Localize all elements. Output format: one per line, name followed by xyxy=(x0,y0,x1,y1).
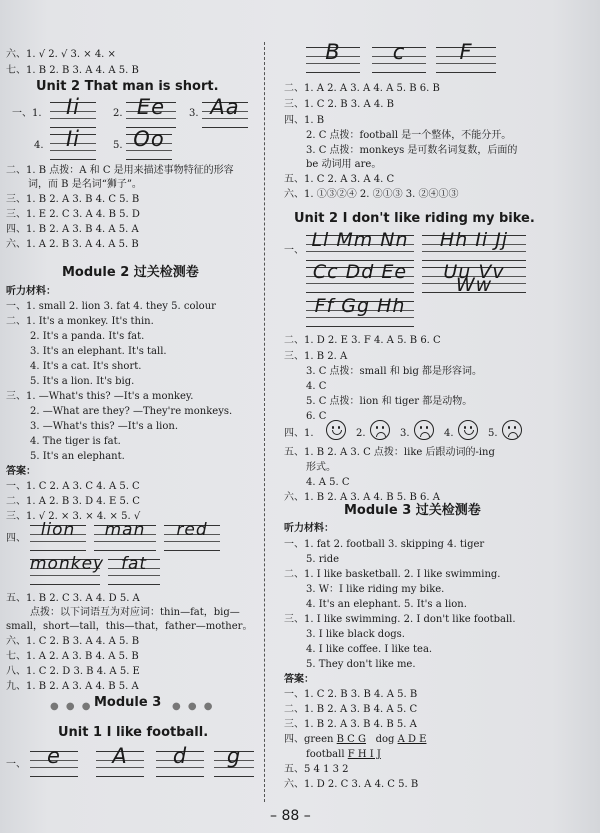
handwriting-text: Hh Ii Jj xyxy=(439,229,509,251)
handwriting-text: Ii xyxy=(65,127,81,151)
answer-line: 一、1. small 2. lion 3. fat 4. they 5. colour xyxy=(6,301,216,312)
section-title: 答案： xyxy=(6,466,36,477)
answer-line: 2. It's a panda. It's fat. xyxy=(30,331,145,342)
answer-line: 点拨：以下词语互为对应词：thin—fat，big— xyxy=(30,607,240,618)
answer-line: 六、1. A 2. B 3. A 4. A 5. B xyxy=(6,239,139,250)
answer-line: 一、1. C 2. B 3. B 4. A 5. B xyxy=(284,689,418,700)
answer-line xyxy=(306,748,381,761)
answer-line: be 动词用 are。 xyxy=(306,159,382,170)
handwriting-cell xyxy=(94,522,156,552)
handwriting-cell xyxy=(306,261,414,294)
decorative-dots: ● ● ● xyxy=(172,701,215,712)
handwriting-text: B xyxy=(325,40,341,64)
answer-line: 3. xyxy=(400,428,410,439)
handwriting-text: Oo xyxy=(133,127,165,151)
column-divider xyxy=(264,42,265,802)
answer-line: 4. It's an elephant. 5. It's a lion. xyxy=(306,599,467,610)
question-label: 四、 xyxy=(6,533,26,544)
handwriting-text: Ii xyxy=(65,95,81,119)
answer-line: 五、1. C 2. A 3. A 4. C xyxy=(284,174,395,185)
handwriting-text: lion xyxy=(40,520,76,540)
handwriting-cell xyxy=(306,229,414,262)
answer-line: 五、1. B 2. C 3. A 4. D 5. A xyxy=(6,593,140,604)
section-title: 答案： xyxy=(284,674,314,685)
section-title: 听力材料： xyxy=(284,523,334,534)
handwriting-cell xyxy=(436,40,496,74)
answer-line: 二、1. D 2. E 3. F 4. A 5. B 6. C xyxy=(284,335,441,346)
handwriting-text: Ll Mm Nn xyxy=(311,229,409,251)
answer-line: 六、1. C 2. B 3. A 4. A 5. B xyxy=(6,636,140,647)
answer-line: 四、1. B 2. A 3. B 4. A 5. A xyxy=(6,224,139,235)
answer-line: 3. I like black dogs. xyxy=(306,629,405,640)
sad-face-icon xyxy=(370,420,390,440)
answer-line: 四、1. B xyxy=(284,115,325,126)
handwriting-cell xyxy=(108,556,160,586)
question-label: 一、 xyxy=(284,245,304,256)
smiley-face-icon xyxy=(326,420,346,440)
answer-line: 三、1. B 2. A xyxy=(284,351,348,362)
handwriting-cell xyxy=(422,261,526,296)
handwriting-cell xyxy=(30,522,86,552)
answer-line: 2. —What are they? —They're monkeys. xyxy=(30,406,233,417)
question-label: 5. xyxy=(113,140,123,151)
module-heading: Module 3 xyxy=(94,695,162,710)
answer-line: 五、5 4 1 3 2 xyxy=(284,764,349,775)
handwriting-text: fat xyxy=(120,554,148,574)
handwriting-cell xyxy=(164,522,220,552)
answer-line: 六、1. D 2. C 3. A 4. C 5. B xyxy=(284,779,419,790)
answer-line: 三、1. E 2. C 3. A 4. B 5. D xyxy=(6,209,140,220)
handwriting-text: Ee xyxy=(136,95,166,119)
answer-line: 二、1. B 2. A 3. B 4. A 5. C xyxy=(284,704,418,715)
answer-line: 三、1. C 2. B 3. A 4. B xyxy=(284,99,394,110)
answer-line: small，short—tall，this—that，father—mother。 xyxy=(6,621,253,632)
answer-line: 五、1. B 2. A 3. C 点拨：like 后跟动词的-ing xyxy=(284,447,495,458)
answer-line xyxy=(284,733,426,746)
unit-heading: Unit 1 I like football. xyxy=(58,725,209,740)
question-label: 一、 xyxy=(6,759,26,770)
section-title: 听力材料： xyxy=(6,286,56,297)
answer-line: 4. I like coffee. I like tea. xyxy=(306,644,433,655)
answer-line: 四、1. xyxy=(284,428,314,439)
answer-line: 一、1. C 2. A 3. C 4. A 5. C xyxy=(6,481,140,492)
answer-line: 5. They don't like me. xyxy=(306,659,416,670)
decorative-dots: ● ● ● xyxy=(50,701,93,712)
answer-line: 4. It's a cat. It's short. xyxy=(30,361,142,372)
handwriting-cell xyxy=(214,744,254,778)
unit-heading: Unit 2 I don't like riding my bike. xyxy=(294,211,535,226)
answer-line: 六、1. √ 2. √ 3. × 4. × xyxy=(6,49,116,60)
answer-line: 3. C 点拨：monkeys 是可数名词复数，后面的 xyxy=(306,145,518,156)
handwriting-text: red xyxy=(176,520,208,540)
answer-line: 4. A 5. C xyxy=(306,477,350,488)
word-label: football xyxy=(306,749,345,760)
handwriting-text: c xyxy=(392,40,406,64)
answer-line: 5. ride xyxy=(306,554,340,565)
letter-answer: B C G xyxy=(336,734,367,745)
answer-line: 六、1. B 2. A 3. A 4. B 5. B 6. A xyxy=(284,492,440,503)
answer-line: 3. W：I like riding my bike. xyxy=(306,584,445,595)
handwriting-text: Ff Gg Hh xyxy=(314,295,406,317)
sad-face-icon xyxy=(414,420,434,440)
handwriting-text: F xyxy=(459,40,473,64)
handwriting-text: Aa xyxy=(210,95,240,119)
answer-line: 3. —What's this? —It's a lion. xyxy=(30,421,179,432)
handwriting-cell xyxy=(34,127,96,161)
answer-line: 5. C 点拨：lion 和 tiger 都是动物。 xyxy=(306,396,473,407)
answer-line: 3. C 点拨：small 和 big 都是形容词。 xyxy=(306,366,483,377)
answer-line: 词，而 B 是名词“狮子”。 xyxy=(28,179,142,190)
answer-line: 三、1. √ 2. × 3. × 4. × 5. √ xyxy=(6,511,141,522)
handwriting-cell xyxy=(422,229,526,262)
handwriting-text: d xyxy=(172,744,188,768)
answer-line: 七、1. A 2. A 3. B 4. A 5. B xyxy=(6,651,139,662)
question-label: 一、1. xyxy=(12,108,42,119)
handwriting-cell xyxy=(12,95,96,129)
handwriting-cell xyxy=(189,95,248,129)
answer-line: 九、1. B 2. A 3. A 4. B 5. A xyxy=(6,681,139,692)
letter-answer: F H I J xyxy=(347,749,381,760)
handwriting-cell xyxy=(113,127,172,161)
handwriting-cell xyxy=(113,95,176,129)
handwriting-text: A xyxy=(112,744,128,768)
answer-line: 2. C 点拨：football 是一个整体，不能分开。 xyxy=(306,130,512,141)
answer-line: 3. It's an elephant. It's tall. xyxy=(30,346,167,357)
answer-line: 5. xyxy=(488,428,498,439)
handwriting-cell xyxy=(30,554,105,586)
word-label: 四、green xyxy=(284,734,334,745)
handwriting-text: Cc Dd Ee xyxy=(312,261,408,283)
handwriting-text: man xyxy=(104,520,146,540)
question-label: 2. xyxy=(113,108,123,119)
word-label: dog xyxy=(375,734,395,745)
answer-line: 三、1. B 2. A 3. B 4. B 5. A xyxy=(284,719,417,730)
question-label: 3. xyxy=(189,108,199,119)
answer-line: 形式。 xyxy=(306,462,336,473)
answer-line: 二、1. A 2. B 3. D 4. E 5. C xyxy=(6,496,140,507)
letter-answer: A D E xyxy=(397,734,427,745)
handwriting-cell xyxy=(372,40,426,74)
smiley-face-icon xyxy=(458,420,478,440)
handwriting-cell xyxy=(306,40,360,74)
unit-heading: Unit 2 That man is short. xyxy=(36,79,219,94)
handwriting-text: g xyxy=(226,744,242,768)
handwriting-cell xyxy=(156,744,204,778)
answer-line: 八、1. C 2. D 3. B 4. A 5. E xyxy=(6,666,140,677)
answer-line: 4. The tiger is fat. xyxy=(30,436,121,447)
question-label: 4. xyxy=(34,140,44,151)
answer-line: 七、1. B 2. B 3. A 4. A 5. B xyxy=(6,65,139,76)
answer-line: 4. C xyxy=(306,381,327,392)
answer-line: 二、1. It's a monkey. It's thin. xyxy=(6,316,154,327)
answer-line: 2. xyxy=(356,428,366,439)
page-number: – 88 – xyxy=(270,808,311,824)
handwriting-cell xyxy=(96,744,144,778)
module-heading: Module 3 过关检测卷 xyxy=(344,503,481,518)
handwriting-cell xyxy=(306,295,414,328)
handwriting-text: Uu Vv Ww xyxy=(443,261,505,296)
answer-line: 三、1. —What's this? —It's a monkey. xyxy=(6,391,194,402)
answer-line: 二、1. B 点拨：A 和 C 是用来描述事物特征的形容 xyxy=(6,165,234,176)
answer-line: 一、1. fat 2. football 3. skipping 4. tiger xyxy=(284,539,485,550)
answer-line: 三、1. B 2. A 3. B 4. C 5. B xyxy=(6,194,140,205)
answer-line: 6. C xyxy=(306,411,327,422)
answer-line: 5. It's a lion. It's big. xyxy=(30,376,135,387)
answer-line: 三、1. I like swimming. 2. I don't like football. xyxy=(284,614,516,625)
handwriting-text: e xyxy=(47,744,61,768)
sad-face-icon xyxy=(502,420,522,440)
answer-line: 六、1. ①③②④ 2. ②①③ 3. ②④①③ xyxy=(284,189,459,200)
answer-line: 二、1. I like basketball. 2. I like swimming. xyxy=(284,569,501,580)
answer-line: 5. It's an elephant. xyxy=(30,451,125,462)
module-heading: Module 2 过关检测卷 xyxy=(62,265,199,280)
answer-line: 二、1. A 2. A 3. A 4. A 5. B 6. B xyxy=(284,83,440,94)
answer-line: 4. xyxy=(444,428,454,439)
handwriting-text: monkey xyxy=(30,554,105,574)
handwriting-cell xyxy=(30,744,78,778)
